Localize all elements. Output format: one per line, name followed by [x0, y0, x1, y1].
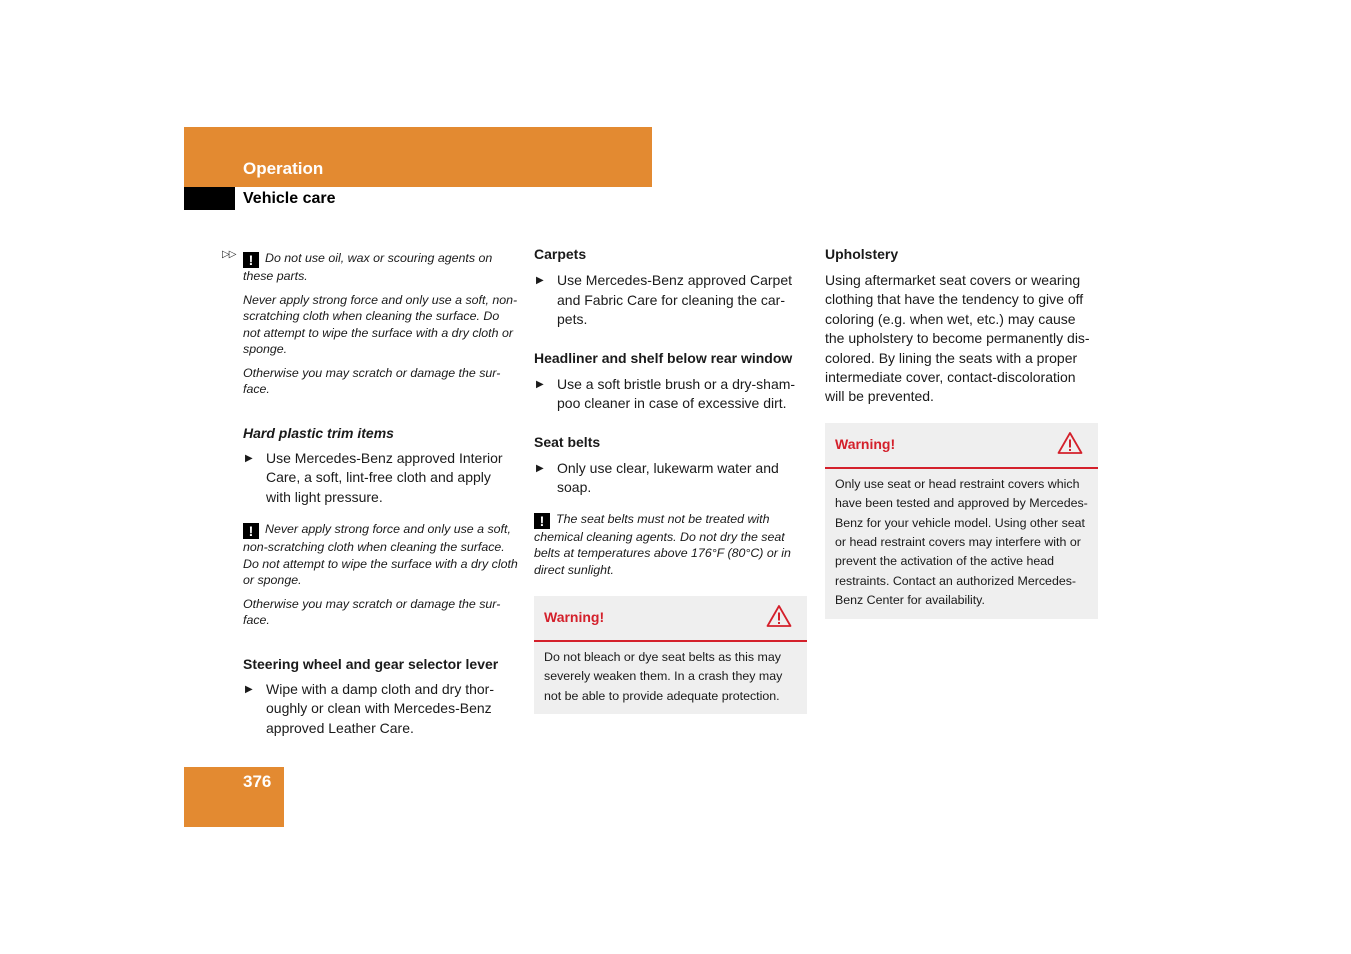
upholstery-text: Using aftermarket seat covers or wearing clothing that have the tendency to give off coloring (e.g. when wet, etc.) may cause the upholstery to become permanently dis-colored. By lining the seats with a proper intermediate cover, contact-discoloration will be prevented.	[825, 272, 1090, 405]
note-2-para-2: Otherwise you may scratch or damage the sur-face.	[243, 596, 501, 627]
carpets-heading: Carpets	[534, 246, 587, 262]
exclamation-icon: !	[534, 513, 550, 529]
steering-heading: Steering wheel and gear selector lever	[243, 655, 499, 672]
warning-text: Only use seat or head restraint covers which have been tested and approved by Mercedes-Benz for your vehicle model. Using other seat or head restraint covers may interfere with or prevent the activation of the active head restraints. Contact an authorized Mercedes-Benz Center for availability.	[835, 476, 1088, 608]
upholstery-heading: Upholstery	[825, 246, 899, 262]
warning-title: Warning!	[835, 435, 896, 452]
seatbelts-step	[534, 459, 807, 498]
header-marker	[184, 187, 235, 210]
seatbelts-step-text: Only use clear, lukewarm water and soap.	[557, 459, 779, 495]
column-2	[534, 246, 807, 714]
hard-plastic-heading: Hard plastic trim items	[243, 424, 394, 441]
bullet-icon: ▶	[245, 452, 253, 464]
steering-step-text: Wipe with a damp cloth and dry thor-oughly or clean with Mercedes-Benz approved Leather Care.	[266, 680, 494, 736]
subsection-title: Vehicle care	[243, 190, 336, 207]
warning-header	[825, 423, 1098, 469]
section-title: Operation	[243, 159, 324, 178]
bullet-icon: ▶	[536, 275, 544, 286]
warning-title: Warning!	[544, 609, 605, 625]
warning-box-upholstery	[825, 423, 1098, 619]
headliner-step-text: Use a soft bristle brush or a dry-sham-poo cleaner in case of excessive dirt.	[557, 375, 796, 411]
carpets-step	[534, 271, 807, 330]
steering-step	[243, 680, 518, 739]
warning-triangle-icon	[1057, 431, 1083, 455]
note-1-para-2: Never apply strong force and only use a soft, non-scratching cloth when cleaning the surface. Do not attempt to wipe the surface with a dry cloth or sponge.	[243, 292, 518, 356]
note-1-para-3: Otherwise you may scratch or damage the sur-face.	[243, 365, 501, 396]
headliner-heading: Headliner and shelf below rear window	[534, 349, 793, 366]
hard-plastic-step	[243, 449, 518, 508]
note-1-text: Do not use oil, wax or scouring agents on these parts.	[243, 251, 493, 283]
seatbelts-note	[534, 511, 807, 579]
page-number: 376	[243, 772, 272, 791]
warning-box-seatbelts	[534, 596, 807, 714]
seatbelts-note-text: The seat belts must not be treated with chemical cleaning agents. Do not dry the seat belts at temperatures above 176°F (80°C) or in direct sunlight.	[534, 511, 791, 577]
note-2-text: Never apply strong force and only use a soft, non-scratching cloth when cleaning the surface. Do not attempt to wipe the surface with a dry cloth or sponge.	[243, 522, 518, 587]
carpets-step-text: Use Mercedes-Benz approved Carpet and Fabric Care for cleaning the car-pets.	[557, 272, 793, 327]
column-3	[825, 246, 1098, 619]
bullet-icon: ▶	[536, 462, 544, 474]
warning-text: Do not bleach or dye seat belts as this may severely weaken them. In a crash they may not be able to provide adequate protection.	[544, 650, 783, 703]
seatbelts-heading: Seat belts	[534, 433, 601, 450]
continuation-icon: ▷▷	[222, 249, 236, 260]
exclamation-icon: !	[243, 252, 259, 268]
exclamation-icon: !	[243, 523, 259, 539]
bullet-icon: ▶	[245, 683, 253, 695]
note-2	[243, 521, 518, 589]
hard-plastic-step-text: Use Mercedes-Benz approved Interior Care, a soft, lint-free cloth and apply with light pressure.	[266, 449, 503, 505]
warning-triangle-icon	[766, 604, 792, 628]
column-1	[243, 250, 518, 738]
warning-header	[534, 596, 807, 642]
headliner-step	[534, 375, 807, 414]
note-1	[243, 250, 518, 285]
bullet-icon: ▶	[536, 378, 544, 390]
